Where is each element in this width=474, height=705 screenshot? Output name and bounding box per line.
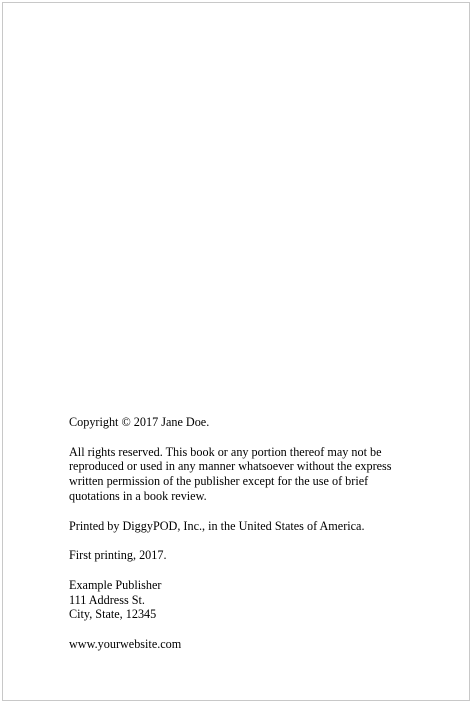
publisher-city-state-zip: City, State, 12345 — [69, 607, 157, 622]
document-page — [2, 2, 470, 701]
rights-reserved-paragraph — [69, 445, 429, 504]
copyright-notice: Copyright © 2017 Jane Doe. — [69, 415, 210, 429]
printed-by-line: Printed by DiggyPOD, Inc., in the United States of America. — [69, 518, 365, 533]
first-printing-line: First printing, 2017. — [69, 548, 167, 563]
rights-line: quotations in a book review. — [69, 488, 207, 503]
copyright-block — [69, 415, 429, 652]
publisher-address — [69, 578, 429, 622]
rights-line: reproduced or used in any manner whatsoever without the express — [69, 459, 392, 474]
publisher-name: Example Publisher — [69, 577, 162, 592]
rights-line: All rights reserved. This book or any portion thereof may not be — [69, 444, 382, 459]
rights-line: written permission of the publisher except for the use of brief — [69, 474, 369, 489]
website-line: www.yourwebsite.com — [69, 636, 182, 651]
publisher-street: 111 Address St. — [69, 592, 145, 607]
